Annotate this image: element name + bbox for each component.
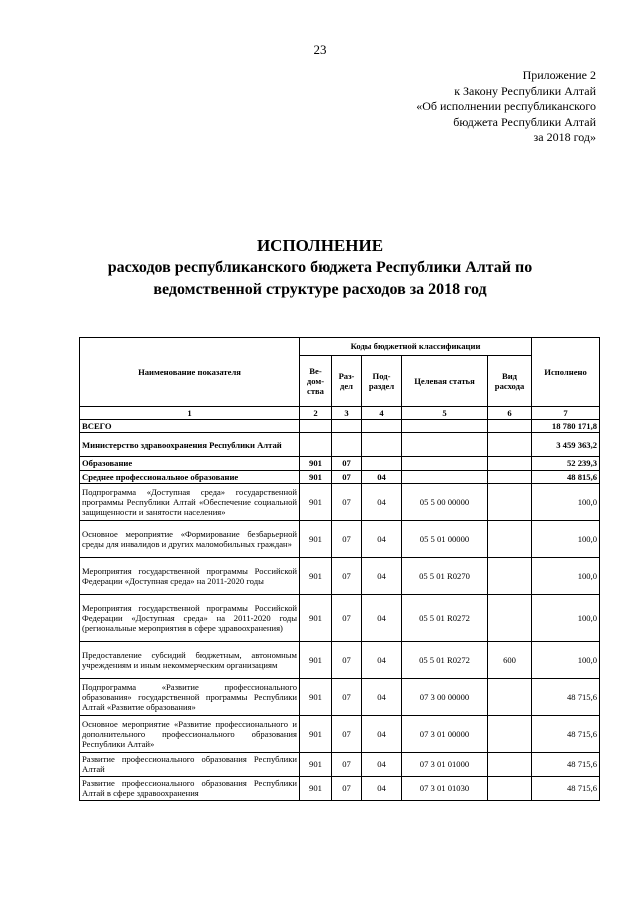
col-number: 6 [488, 407, 532, 420]
cell-name: Подпрограмма «Доступная среда» государственной программы Республики Алтай «Обеспечение социальной защищенности и занятости населения» [80, 483, 300, 520]
table-row [80, 483, 600, 520]
cell-name: Основное мероприятие «Развитие профессионального и дополнительного профессионального образования Республики Алтай» [80, 715, 300, 752]
cell-razdel: 07 [332, 470, 362, 483]
table-row [80, 752, 600, 776]
cell-vid [488, 752, 532, 776]
cell-ved: 901 [300, 641, 332, 678]
cell-ved [300, 420, 332, 433]
cell-value: 48 715,6 [532, 776, 600, 800]
cell-target [402, 433, 488, 457]
header-codes-group: Коды бюджетной классификации [300, 338, 532, 356]
cell-value: 3 459 363,2 [532, 433, 600, 457]
cell-target [402, 470, 488, 483]
cell-target: 05 5 00 00000 [402, 483, 488, 520]
cell-value: 100,0 [532, 557, 600, 594]
cell-podrazdel: 04 [362, 678, 402, 715]
header-done: Исполнено [532, 338, 600, 407]
cell-value: 100,0 [532, 594, 600, 641]
cell-name: Развитие профессионального образования Республики Алтай в сфере здравоохранения [80, 776, 300, 800]
cell-target: 05 5 01 R0272 [402, 641, 488, 678]
cell-value: 18 780 171,8 [532, 420, 600, 433]
table-row [80, 520, 600, 557]
cell-name: Основное мероприятие «Формирование безбарьерной среды для инвалидов и других маломобильных граждан» [80, 520, 300, 557]
cell-ved: 901 [300, 752, 332, 776]
cell-vid [488, 594, 532, 641]
cell-vid [488, 420, 532, 433]
cell-podrazdel: 04 [362, 594, 402, 641]
cell-podrazdel: 04 [362, 752, 402, 776]
col-number: 5 [402, 407, 488, 420]
cell-target: 05 5 01 00000 [402, 520, 488, 557]
col-number: 7 [532, 407, 600, 420]
cell-vid [488, 457, 532, 470]
table-row [80, 433, 600, 457]
cell-vid [488, 470, 532, 483]
cell-value: 48 715,6 [532, 678, 600, 715]
cell-target: 07 3 00 00000 [402, 678, 488, 715]
cell-ved: 901 [300, 678, 332, 715]
cell-name: Предоставление субсидий бюджетным, автономным учреждениям и иным некоммерческим организациям [80, 641, 300, 678]
cell-podrazdel: 04 [362, 641, 402, 678]
cell-name: Министерство здравоохранения Республики Алтай [80, 433, 300, 457]
table-body [80, 420, 600, 801]
cell-razdel [332, 420, 362, 433]
cell-razdel: 07 [332, 457, 362, 470]
cell-ved: 901 [300, 715, 332, 752]
cell-podrazdel: 04 [362, 520, 402, 557]
col-number: 2 [300, 407, 332, 420]
table-row [80, 420, 600, 433]
cell-target: 05 5 01 R0272 [402, 594, 488, 641]
cell-podrazdel: 04 [362, 715, 402, 752]
cell-vid [488, 483, 532, 520]
cell-vid [488, 433, 532, 457]
cell-value: 48 715,6 [532, 715, 600, 752]
cell-ved: 901 [300, 557, 332, 594]
appendix-line: бюджета Республики Алтай [453, 114, 596, 129]
cell-vid [488, 678, 532, 715]
cell-name: Мероприятия государственной программы Российской Федерации «Доступная среда» на 2011-2020 годы (региональные мероприятия в сфере здравоохранения) [80, 594, 300, 641]
table-row [80, 457, 600, 470]
cell-vid [488, 776, 532, 800]
cell-value: 48 815,6 [532, 470, 600, 483]
header-target: Целевая статья [402, 356, 488, 407]
col-number: 3 [332, 407, 362, 420]
cell-razdel: 07 [332, 776, 362, 800]
header-name: Наименование показателя [80, 338, 300, 407]
cell-vid: 600 [488, 641, 532, 678]
cell-ved: 901 [300, 457, 332, 470]
cell-value: 48 715,6 [532, 752, 600, 776]
cell-razdel: 07 [332, 641, 362, 678]
col-number: 4 [362, 407, 402, 420]
cell-ved [300, 433, 332, 457]
header-razdel: Раз-дел [332, 356, 362, 407]
cell-podrazdel: 04 [362, 470, 402, 483]
cell-podrazdel [362, 433, 402, 457]
cell-target [402, 420, 488, 433]
cell-name: Подпрограмма «Развитие профессионального образования» государственной программы Республики Алтай «Развитие образования» [80, 678, 300, 715]
cell-vid [488, 557, 532, 594]
cell-ved: 901 [300, 470, 332, 483]
cell-razdel: 07 [332, 678, 362, 715]
document-title [60, 236, 580, 300]
header-ved: Ве-дом-ства [300, 356, 332, 407]
table-row [80, 470, 600, 483]
table-row [80, 678, 600, 715]
cell-target: 07 3 01 00000 [402, 715, 488, 752]
cell-name: Образование [80, 457, 300, 470]
cell-target [402, 457, 488, 470]
cell-ved: 901 [300, 594, 332, 641]
header-podrazdel: Под-раздел [362, 356, 402, 407]
cell-ved: 901 [300, 776, 332, 800]
table-row [80, 557, 600, 594]
table-row [80, 715, 600, 752]
title-line: расходов республиканского бюджета Республики Алтай по [107, 259, 533, 276]
appendix-line: «Об исполнении республиканского [416, 99, 596, 113]
cell-name: Среднее профессиональное образование [80, 470, 300, 483]
cell-razdel: 07 [332, 752, 362, 776]
cell-razdel: 07 [332, 594, 362, 641]
table-row [80, 594, 600, 641]
appendix-line: к Закону Республики Алтай [454, 83, 596, 98]
page-number: 23 [313, 42, 327, 57]
cell-razdel: 07 [332, 715, 362, 752]
cell-ved: 901 [300, 520, 332, 557]
cell-name: Развитие профессионального образования Республики Алтай [80, 752, 300, 776]
cell-vid [488, 715, 532, 752]
col-number: 1 [80, 407, 300, 420]
cell-value: 100,0 [532, 483, 600, 520]
cell-vid [488, 520, 532, 557]
appendix-line: Приложение 2 [522, 68, 596, 82]
cell-ved: 901 [300, 483, 332, 520]
table-row [80, 641, 600, 678]
cell-value: 100,0 [532, 520, 600, 557]
cell-target: 05 5 01 R0270 [402, 557, 488, 594]
cell-razdel: 07 [332, 520, 362, 557]
appendix-line: за 2018 год» [533, 130, 596, 144]
title-line: ведомственной структуре расходов за 2018 год [153, 281, 487, 298]
cell-name: ВСЕГО [80, 420, 300, 433]
cell-podrazdel [362, 420, 402, 433]
cell-value: 100,0 [532, 641, 600, 678]
cell-razdel: 07 [332, 557, 362, 594]
cell-target: 07 3 01 01000 [402, 752, 488, 776]
cell-target: 07 3 01 01030 [402, 776, 488, 800]
cell-value: 52 239,3 [532, 457, 600, 470]
cell-podrazdel: 04 [362, 776, 402, 800]
cell-podrazdel: 04 [362, 557, 402, 594]
cell-podrazdel [362, 457, 402, 470]
appendix-note [416, 68, 596, 146]
header-vid: Вид расхода [488, 356, 532, 407]
title-main: ИСПОЛНЕНИЕ [256, 236, 384, 255]
budget-table [79, 337, 600, 801]
cell-name: Мероприятия государственной программы Российской Федерации «Доступная среда» на 2011-2020 годы [80, 557, 300, 594]
cell-razdel: 07 [332, 483, 362, 520]
cell-razdel [332, 433, 362, 457]
table-row [80, 776, 600, 800]
cell-podrazdel: 04 [362, 483, 402, 520]
